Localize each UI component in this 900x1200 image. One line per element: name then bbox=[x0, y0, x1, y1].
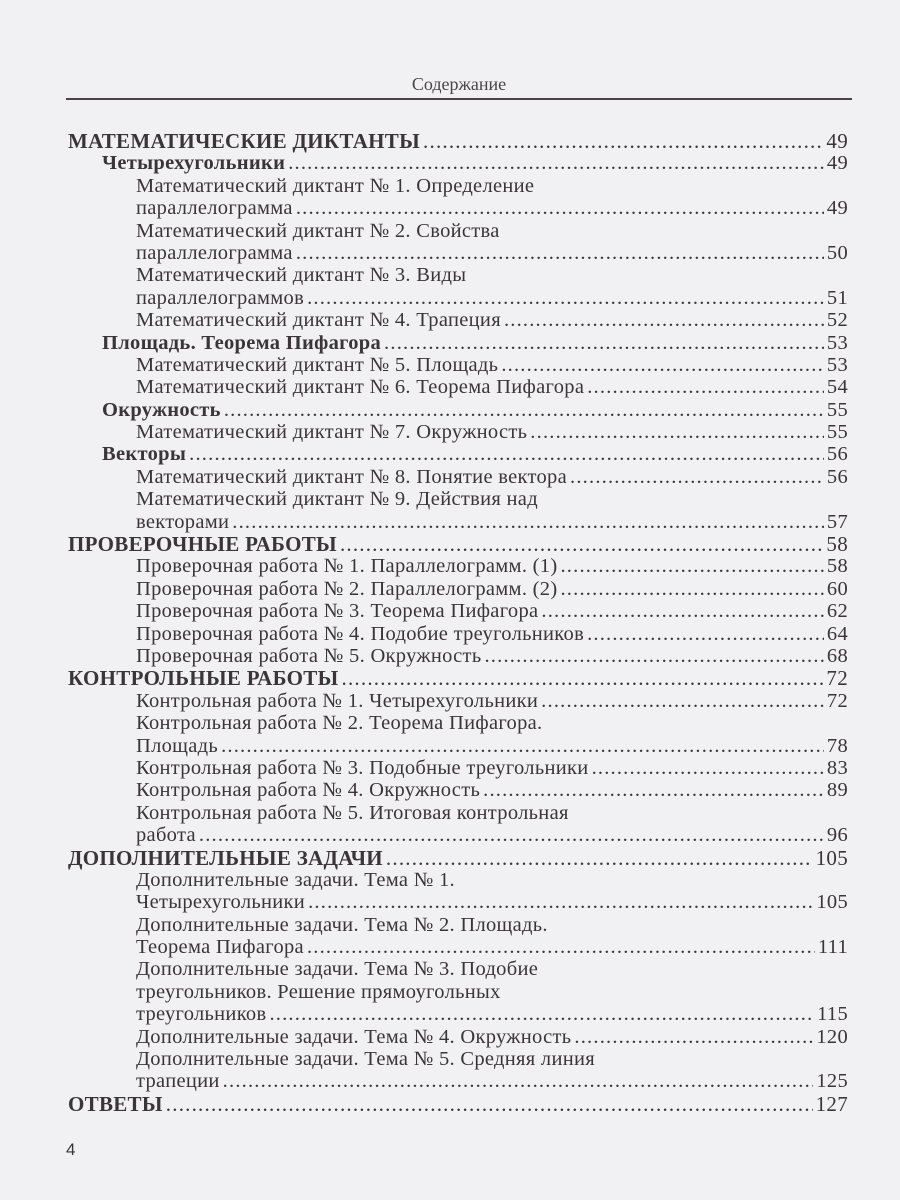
toc-entry-title: Проверочная работа № 1. Параллелограмм. (1) bbox=[136, 555, 558, 578]
toc-line bbox=[68, 667, 848, 689]
toc-entry-title: Четырехугольники bbox=[102, 152, 286, 175]
toc-entry-title: Площадь bbox=[136, 734, 219, 757]
toc-line bbox=[68, 511, 848, 533]
toc-page-number: 125 bbox=[816, 1070, 848, 1093]
toc-entry-title: ДОПОЛНИТЕЛЬНЫЕ ЗАДАЧИ bbox=[68, 845, 383, 870]
toc-line bbox=[68, 690, 848, 712]
toc-page-number: 58 bbox=[826, 532, 848, 557]
toc-page-number: 52 bbox=[826, 309, 848, 332]
toc-entry-title: КОНТРОЛЬНЫЕ РАБОТЫ bbox=[68, 666, 339, 691]
dot-leader bbox=[483, 779, 824, 801]
toc-line bbox=[68, 802, 848, 824]
dot-leader bbox=[224, 399, 824, 421]
toc-page-number: 96 bbox=[826, 824, 848, 847]
toc-entry[interactable] bbox=[68, 690, 848, 712]
toc-line bbox=[68, 332, 848, 354]
toc-line bbox=[68, 847, 848, 869]
toc-entry-title: ПРОВЕРОЧНЫЕ РАБОТЫ bbox=[68, 532, 337, 557]
toc-section[interactable] bbox=[68, 533, 848, 555]
toc-line bbox=[68, 914, 848, 936]
dot-leader bbox=[199, 824, 824, 846]
dot-leader bbox=[221, 735, 824, 757]
toc-entry-title: Контрольная работа № 1. Четырехугольники bbox=[136, 689, 539, 712]
toc-page-number: 115 bbox=[817, 1003, 848, 1026]
dot-leader bbox=[308, 891, 813, 913]
dot-leader bbox=[541, 690, 824, 712]
toc-page-number: 83 bbox=[826, 756, 848, 779]
toc-entry-title: Теорема Пифагора bbox=[136, 936, 304, 959]
toc-entry-title: треугольников. Решение прямоугольных bbox=[136, 980, 501, 1003]
toc-entry[interactable] bbox=[68, 421, 848, 443]
toc-entry-title: Дополнительные задачи. Тема № 3. Подобие bbox=[136, 958, 539, 981]
toc-page-number: 49 bbox=[826, 152, 848, 175]
dot-leader bbox=[587, 623, 824, 645]
toc-section[interactable] bbox=[68, 847, 848, 869]
toc-entry-title: Контрольная работа № 5. Итоговая контрольная bbox=[136, 801, 569, 824]
dot-leader bbox=[530, 421, 824, 443]
toc-line bbox=[68, 824, 848, 846]
toc-entry[interactable] bbox=[68, 623, 848, 645]
toc-entry-title: Контрольная работа № 3. Подобные треугольники bbox=[136, 756, 589, 779]
toc-line bbox=[68, 578, 848, 600]
toc-entry-title: Математический диктант № 3. Виды bbox=[136, 264, 467, 287]
toc-subsection[interactable] bbox=[68, 152, 848, 174]
toc-entry-title: параллелограмма bbox=[136, 241, 293, 264]
toc-entry[interactable] bbox=[68, 354, 848, 376]
dot-leader bbox=[423, 130, 823, 152]
toc-line bbox=[68, 242, 848, 264]
toc-line bbox=[68, 1093, 848, 1115]
dot-leader bbox=[570, 466, 824, 488]
toc-entry-title: Дополнительные задачи. Тема № 2. Площадь. bbox=[136, 913, 548, 936]
toc-page-number: 55 bbox=[826, 398, 848, 421]
toc-entry[interactable] bbox=[68, 757, 848, 779]
page-header-title: Содержание bbox=[411, 74, 507, 94]
toc-page-number: 53 bbox=[826, 353, 848, 376]
toc-line bbox=[68, 1048, 848, 1070]
toc-entry[interactable] bbox=[68, 958, 848, 1025]
toc-line bbox=[68, 981, 848, 1003]
toc-page-number: 120 bbox=[816, 1025, 848, 1048]
toc-entry-title: Математический диктант № 9. Действия над bbox=[136, 488, 538, 511]
toc-entry[interactable] bbox=[68, 869, 848, 914]
dot-leader bbox=[189, 443, 824, 465]
toc-entry-title: Контрольная работа № 2. Теорема Пифагора. bbox=[136, 712, 543, 735]
toc-line bbox=[68, 421, 848, 443]
toc-line bbox=[68, 600, 848, 622]
toc-entry-title: Окружность bbox=[102, 398, 221, 421]
toc-page-number: 57 bbox=[826, 510, 848, 533]
toc-entry[interactable] bbox=[68, 802, 848, 847]
toc-line bbox=[68, 399, 848, 421]
toc-page-number: 127 bbox=[815, 1091, 848, 1116]
toc-entry-title: Математический диктант № 6. Теорема Пифагора bbox=[136, 376, 585, 399]
dot-leader bbox=[296, 242, 824, 264]
toc-line bbox=[68, 152, 848, 174]
dot-leader bbox=[587, 376, 824, 398]
toc-line bbox=[68, 488, 848, 510]
dot-leader bbox=[501, 354, 824, 376]
toc-entry-title: векторами bbox=[136, 510, 230, 533]
toc-page-number: 51 bbox=[826, 286, 848, 309]
toc-entry-title: трапеции bbox=[136, 1070, 220, 1093]
toc-entry[interactable] bbox=[68, 712, 848, 757]
toc-line bbox=[68, 869, 848, 891]
toc-page-number: 50 bbox=[826, 241, 848, 264]
dot-leader bbox=[307, 287, 824, 309]
toc-entry-title: треугольников bbox=[136, 1003, 267, 1026]
dot-leader bbox=[384, 332, 824, 354]
toc-entry[interactable] bbox=[68, 1026, 848, 1048]
toc-section[interactable] bbox=[68, 1093, 848, 1115]
toc-entry[interactable] bbox=[68, 488, 848, 533]
toc-entry-title: параллелограммов bbox=[136, 286, 305, 309]
toc-entry-title: Векторы bbox=[102, 443, 187, 466]
dot-leader bbox=[560, 555, 823, 577]
toc-entry-title: ОТВЕТЫ bbox=[68, 1091, 163, 1116]
toc-page-number: 89 bbox=[826, 779, 848, 802]
dot-leader bbox=[386, 847, 813, 869]
toc-entry-title: Контрольная работа № 4. Окружность bbox=[136, 779, 481, 802]
toc-page-number: 56 bbox=[826, 465, 848, 488]
toc-entry[interactable] bbox=[68, 779, 848, 801]
toc-entry-title: Дополнительные задачи. Тема № 4. Окружность bbox=[136, 1025, 572, 1048]
toc-entry-title: Дополнительные задачи. Тема № 5. Средняя линия bbox=[136, 1048, 595, 1071]
table-of-contents bbox=[68, 130, 848, 1115]
toc-line bbox=[68, 936, 848, 958]
toc-line bbox=[68, 264, 848, 286]
toc-page-number: 62 bbox=[826, 600, 848, 623]
toc-entry-title: Математический диктант № 1. Определение bbox=[136, 174, 535, 197]
dot-leader bbox=[307, 936, 815, 958]
toc-entry[interactable] bbox=[68, 264, 848, 309]
toc-section[interactable] bbox=[68, 130, 848, 152]
toc-entry-title: Четырехугольники bbox=[136, 891, 306, 914]
toc-page-number: 58 bbox=[826, 555, 848, 578]
toc-page-number: 55 bbox=[826, 421, 848, 444]
dot-leader bbox=[166, 1093, 813, 1115]
toc-line bbox=[68, 555, 848, 577]
toc-page-number: 53 bbox=[826, 331, 848, 354]
toc-line bbox=[68, 376, 848, 398]
toc-line bbox=[68, 891, 848, 913]
toc-page-number: 72 bbox=[826, 689, 848, 712]
toc-line bbox=[68, 175, 848, 197]
toc-line bbox=[68, 1070, 848, 1092]
dot-leader bbox=[342, 667, 824, 689]
toc-entry[interactable] bbox=[68, 1048, 848, 1093]
toc-entry[interactable] bbox=[68, 220, 848, 265]
toc-entry[interactable] bbox=[68, 466, 848, 488]
toc-entry-title: МАТЕМАТИЧЕСКИЕ ДИКТАНТЫ bbox=[68, 129, 421, 153]
toc-entry-title: Проверочная работа № 5. Окружность bbox=[136, 644, 482, 667]
toc-line bbox=[68, 958, 848, 980]
toc-page-number: 56 bbox=[826, 443, 848, 466]
toc-entry[interactable] bbox=[68, 555, 848, 577]
toc-page-number: 111 bbox=[817, 936, 848, 959]
toc-line bbox=[68, 287, 848, 309]
dot-leader bbox=[223, 1070, 814, 1092]
toc-entry[interactable] bbox=[68, 600, 848, 622]
toc-line bbox=[68, 354, 848, 376]
toc-line bbox=[68, 1003, 848, 1025]
toc-page-number: 68 bbox=[826, 644, 848, 667]
toc-entry-title: Математический диктант № 4. Трапеция bbox=[136, 309, 501, 332]
dot-leader bbox=[296, 197, 824, 219]
toc-entry-title: Проверочная работа № 4. Подобие треугольников bbox=[136, 622, 585, 645]
toc-line bbox=[68, 443, 848, 465]
toc-entry-title: Дополнительные задачи. Тема № 1. bbox=[136, 868, 455, 891]
dot-leader bbox=[269, 1003, 814, 1025]
header-divider bbox=[66, 98, 852, 100]
toc-page-number: 49 bbox=[826, 197, 848, 220]
dot-leader bbox=[288, 152, 824, 174]
toc-entry[interactable] bbox=[68, 578, 848, 600]
toc-page-number: 72 bbox=[826, 666, 848, 691]
toc-line bbox=[68, 466, 848, 488]
toc-entry-title: параллелограмма bbox=[136, 197, 293, 220]
dot-leader bbox=[560, 578, 823, 600]
toc-entry-title: Математический диктант № 7. Окружность bbox=[136, 421, 528, 444]
toc-line bbox=[68, 533, 848, 555]
toc-page-number: 49 bbox=[826, 129, 848, 153]
toc-entry-title: Математический диктант № 8. Понятие вектора bbox=[136, 465, 568, 488]
toc-entry-title: Проверочная работа № 3. Теорема Пифагора bbox=[136, 600, 539, 623]
toc-line bbox=[68, 735, 848, 757]
toc-line bbox=[68, 1026, 848, 1048]
dot-leader bbox=[541, 600, 824, 622]
toc-page-number: 60 bbox=[826, 577, 848, 600]
toc-line bbox=[68, 623, 848, 645]
toc-line bbox=[68, 779, 848, 801]
toc-page-number: 105 bbox=[815, 845, 848, 870]
page-number: 4 bbox=[66, 1140, 76, 1159]
toc-entry-title: Проверочная работа № 2. Параллелограмм. (2) bbox=[136, 577, 558, 600]
toc-line bbox=[68, 757, 848, 779]
dot-leader bbox=[340, 533, 823, 555]
toc-subsection[interactable] bbox=[68, 332, 848, 354]
toc-section[interactable] bbox=[68, 667, 848, 689]
toc-line bbox=[68, 712, 848, 734]
dot-leader bbox=[232, 511, 824, 533]
toc-page-number: 54 bbox=[826, 376, 848, 399]
dot-leader bbox=[504, 309, 824, 331]
toc-page-number: 78 bbox=[826, 734, 848, 757]
toc-subsection[interactable] bbox=[68, 399, 848, 421]
toc-line bbox=[68, 309, 848, 331]
toc-entry-title: работа bbox=[136, 824, 196, 847]
toc-entry[interactable] bbox=[68, 309, 848, 331]
toc-entry[interactable] bbox=[68, 376, 848, 398]
toc-entry-title: Математический диктант № 5. Площадь bbox=[136, 353, 499, 376]
dot-leader bbox=[592, 757, 824, 779]
toc-line bbox=[68, 645, 848, 667]
toc-entry[interactable] bbox=[68, 914, 848, 959]
toc-line bbox=[68, 197, 848, 219]
toc-line bbox=[68, 130, 848, 152]
dot-leader bbox=[484, 645, 823, 667]
toc-entry-title: Площадь. Теорема Пифагора bbox=[102, 331, 382, 354]
toc-entry-title: Математический диктант № 2. Свойства bbox=[136, 219, 500, 242]
toc-page-number: 64 bbox=[826, 622, 848, 645]
toc-entry[interactable] bbox=[68, 645, 848, 667]
toc-entry[interactable] bbox=[68, 175, 848, 220]
toc-line bbox=[68, 220, 848, 242]
toc-subsection[interactable] bbox=[68, 443, 848, 465]
toc-page-number: 105 bbox=[816, 891, 848, 914]
dot-leader bbox=[574, 1026, 813, 1048]
